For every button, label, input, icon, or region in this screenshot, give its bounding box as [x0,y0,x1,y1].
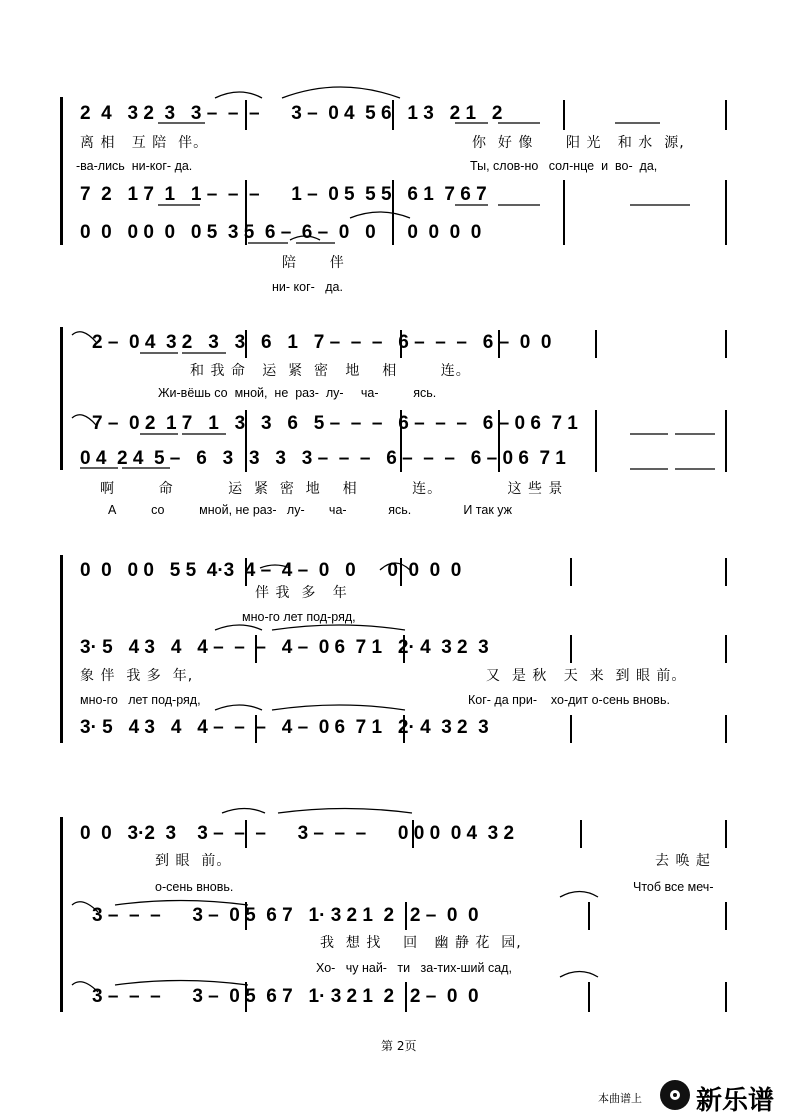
lyrics-ru: Чтоб все меч- [633,880,714,894]
system-bracket [60,327,63,470]
system-bracket [60,555,63,743]
lyrics-ru: Ты, слов-но сол-нце и во- да, [470,159,658,173]
barline [725,635,727,663]
lyrics-ru: ни- ког- да. [272,280,343,294]
footer-text: 本曲谱上 [598,1092,642,1105]
barline [725,715,727,743]
notes-voice-3: 0 4 2 4 5 – 6 3 3 3 3 – – – 6 – – – 6 – 0 6 7 1 [80,448,566,469]
lyrics-cn: 伴 我 多 年 [255,585,348,601]
lyrics-ru: Хо- чу най- ти за-тих-ший сад, [316,961,512,975]
lyrics-ru: мно-го лет под-ряд, [80,693,201,707]
lyrics-cn: 又 是 秋 天 来 到 眼 前。 [486,668,687,684]
notes-voice-3: 0 0 0 0 0 0 5 3 5 6 – 6 – 0 0 0 0 0 0 [80,222,482,243]
lyrics-cn: 去 唤 起 [655,853,711,869]
barline [725,820,727,848]
barline [570,635,572,663]
notes-voice-1: 0 0 3·2 3 3 – – – 3 – – – 0 0 0 0 4 3 2 [80,823,515,844]
barline [588,982,590,1012]
lyrics-cn: 陪 伴 [282,255,345,271]
notes-voice-2: 3· 5 4 3 4 4 – – – 4 – 0 6 7 1 2· 4 3 2 3 [80,637,489,658]
notes-voice-1: 2 4 3 2 3 3 – – – 3 – 0 4 5 6 1 3 2 1 2 [80,103,503,124]
notes-voice-3: 3 – – – 3 – 0 5 6 7 1· 3 2 1 2 2 – 0 0 [92,986,479,1007]
notes-voice-1: 2 – 0 4 3 2 3 3 6 1 7 – – – 6 – – – 6 – 0 0 [92,332,552,353]
lyrics-cn: 象 伴 我 多 年, [80,668,194,684]
system-bracket [60,97,63,245]
barline [563,100,565,130]
lyrics-cn: 到 眼 前。 [155,853,232,869]
lyrics-cn: 和 我 命 运 紧 密 地 相 连。 [190,363,471,379]
barline [580,820,582,848]
notes-voice-3: 3· 5 4 3 4 4 – – – 4 – 0 6 7 1 2· 4 3 2 3 [80,717,489,738]
notes-voice-2: 7 – 0 2 1 7 1 3 3 6 5 – – – 6 – – – 6 – 0 6 7 1 [92,413,578,434]
barline [595,410,597,472]
lyrics-cn: 离 相 互 陪 伴。 [80,135,209,151]
brand-logo-text: 新乐谱 [696,1086,775,1116]
notes-voice-2: 3 – – – 3 – 0 5 6 7 1· 3 2 1 2 2 – 0 0 [92,905,479,926]
lyrics-ru: мно-го лет под-ряд, [242,610,356,624]
lyrics-ru: Ког- да при- хо-дит о-сень вновь. [468,693,670,707]
lyrics-cn: 啊 命 运 紧 密 地 相 连。 这 些 景 [100,481,564,497]
barline [725,330,727,358]
barline [595,330,597,358]
barline [563,180,565,245]
barline [570,558,572,586]
lyrics-cn: 你 好 像 阳 光 和 水 源, [472,135,685,151]
barline [725,982,727,1012]
barline [725,100,727,130]
lyrics-ru: Жи-вёшь со мной, не раз- лу- ча- ясь. [158,386,437,400]
barline [725,558,727,586]
lyrics-cn: 我 想 找 回 幽 静 花 园, [320,935,522,951]
barline [725,410,727,472]
notes-voice-2: 7 2 1 7 1 1 – – – 1 – 0 5 5 5 6 1 7 6 7 [80,184,487,205]
lyrics-ru: -ва-лись ни-ког- да. [76,159,193,173]
barline [725,180,727,245]
lyrics-ru: А со мной, не раз- лу- ча- ясь. И так уж [108,503,513,517]
lyrics-ru: о-сень вновь. [155,880,234,894]
page-number: 第 2页 [381,1039,417,1053]
barline [725,902,727,930]
record-logo-icon [660,1080,690,1110]
system-bracket [60,817,63,1012]
notes-voice-1: 0 0 0 0 5 5 4·3 4 – 4 – 0 0 0 0 0 0 [80,560,462,581]
barline [570,715,572,743]
barline [588,902,590,930]
